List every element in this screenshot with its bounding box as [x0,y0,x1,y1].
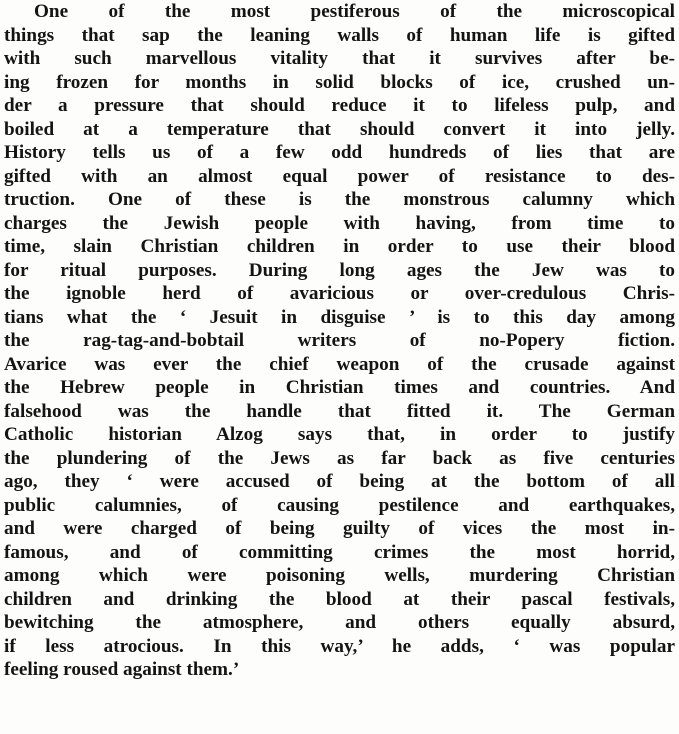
article-line: time, slain Christian children in order to use their blood [4,236,675,257]
article-line: and were charged of being guilty of vices the most in- [4,518,675,539]
article-line: ing frozen for months in solid blocks of ice, crushed un- [4,71,675,93]
article-line: truction. One of these is the monstrous calumny which [4,189,675,210]
article-line: children and drinking the blood at their pascal festivals, [4,588,675,610]
article-line: falsehood was the handle that fitted it. The German [4,400,675,422]
article-line: the rag-tag-and-bobtail writers of no-Popery fiction. [4,330,675,351]
article-body [4,0,675,682]
article-line: if less atrocious. In this way,’ he adds, ‘ was popular [4,635,675,657]
article-line: with such marvellous vitality that it survives after be- [4,48,675,69]
article-line: the plundering of the Jews as far back as five centuries [4,447,675,469]
article-line: among which were poisoning wells, murdering Christian [4,565,675,586]
article-line: gifted with an almost equal power of resistance to des- [4,165,675,187]
article-line: the Hebrew people in Christian times and countries. And [4,377,675,398]
article-line: things that sap the leaning walls of human life is gifted [4,24,675,46]
article-line: One of the most pestiferous of the microscopical [34,1,675,22]
article-line: famous, and of committing crimes the most horrid, [4,541,675,563]
article-line: boiled at a temperature that should convert it into jelly. [4,118,675,140]
article-line: der a pressure that should reduce it to lifeless pulp, and [4,95,675,116]
article-line: for ritual purposes. During long ages the Jew was to [4,259,675,281]
article-line: bewitching the atmosphere, and others equally absurd, [4,612,675,633]
article-line: Catholic historian Alzog says that, in order to justify [4,424,675,445]
article-line: charges the Jewish people with having, from time to [4,212,675,234]
article-line: feeling roused against them.’ [4,659,240,680]
article-line: Avarice was ever the chief weapon of the crusade against [4,353,675,375]
article-line: public calumnies, of causing pestilence and earthquakes, [4,494,675,516]
article-line: History tells us of a few odd hundreds of lies that are [4,142,675,163]
article-line: ago, they ‘ were accused of being at the bottom of all [4,471,675,492]
article-line: the ignoble herd of avaricious or over-credulous Chris- [4,283,675,304]
article-line: tians what the ‘ Jesuit in disguise ’ is to this day among [4,306,675,328]
